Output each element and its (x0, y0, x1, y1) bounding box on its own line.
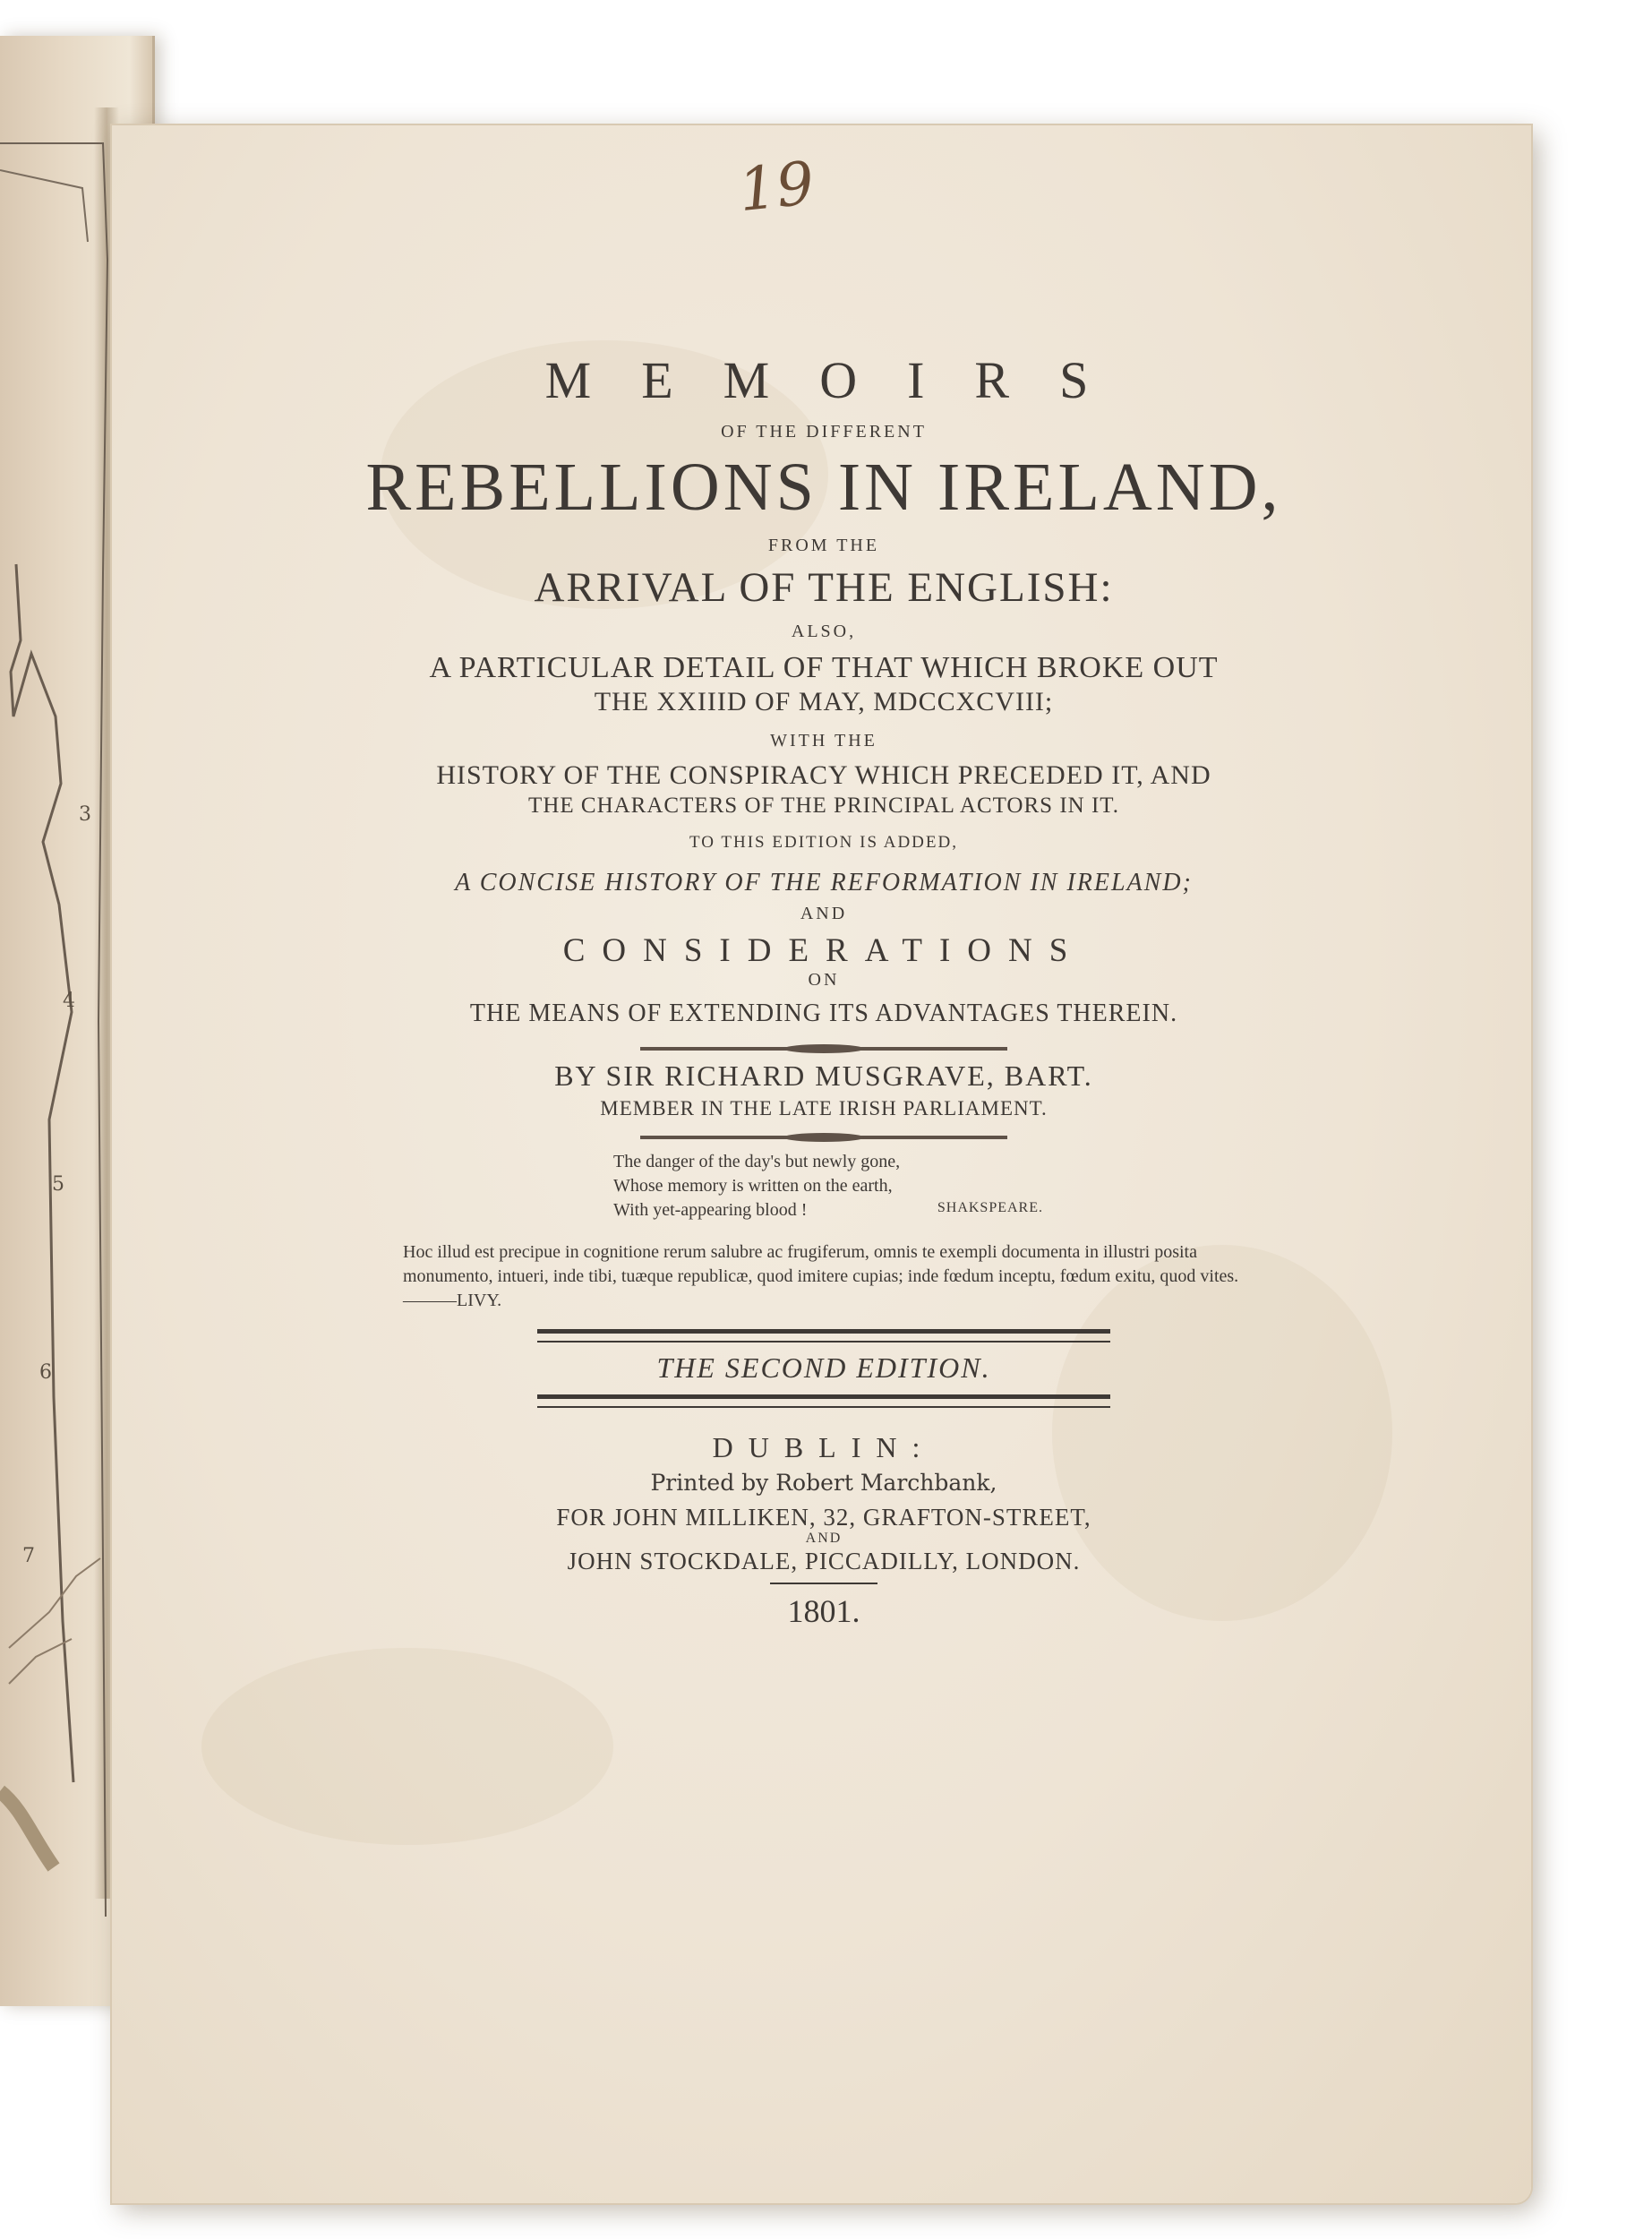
title-of-the-different: OF THE DIFFERENT (721, 421, 927, 442)
imprint-for: FOR JOHN MILLIKEN, 32, GRAFTON-STREET, (556, 1503, 1091, 1531)
imprint-and: AND (805, 1531, 843, 1547)
author-member: MEMBER IN THE LATE IRISH PARLIAMENT. (600, 1097, 1048, 1120)
title-page-text (304, 351, 1343, 1630)
map-number-5: 5 (52, 1173, 64, 1196)
title-on: ON (808, 970, 840, 991)
title-means: THE MEANS OF EXTENDING ITS ADVANTAGES THEREIN. (469, 999, 1178, 1028)
author-byline: BY SIR RICHARD MUSGRAVE, BART. (554, 1059, 1093, 1092)
latin-quote: Hoc illud est precipue in cognitione rerum salubre ac frugiferum, omnis te exempli documenta in illustri posita monumento, intueri, inde tibi, tuæque republicæ, quod imitere cupias; inde fœdum inceptu, fœdum exitu, quod vites.———LIVY. (403, 1242, 1239, 1311)
quote-line-2: Whose memory is written on the earth, (613, 1176, 893, 1197)
map-number-4: 4 (63, 990, 75, 1012)
title-detail-line-2: THE XXIIID OF MAY, MDCCXCVIII; (594, 686, 1054, 716)
shakespeare-quote (613, 1150, 1043, 1222)
map-number-6: 6 (39, 1361, 52, 1384)
imprint-city: DUBLIN: (712, 1430, 936, 1463)
imprint-stockdale: JOHN STOCKDALE, PICCADILLY, LONDON. (567, 1547, 1081, 1574)
ornamental-rule (640, 1047, 1007, 1051)
title-history-line-1: HISTORY OF THE CONSPIRACY WHICH PRECEDED IT, AND (436, 760, 1211, 791)
paper-stain (201, 1648, 613, 1845)
double-rule-bottom (537, 1394, 1110, 1408)
quote-line-3: With yet-appearing blood ! (613, 1200, 808, 1221)
title-edition-added: TO THIS EDITION IS ADDED, (689, 832, 958, 852)
title-from-the: FROM THE (767, 535, 880, 555)
title-rebellions: REBELLIONS IN IRELAND, (365, 449, 1282, 525)
quote-line-1: The danger of the day's but newly gone, (613, 1152, 901, 1172)
title-concise-history: A CONCISE HISTORY OF THE REFORMATION IN IRELAND; (455, 868, 1193, 896)
title-with-the: WITH THE (770, 731, 877, 751)
quote-source: SHAKSPEARE. (937, 1200, 1043, 1216)
map-number-3: 3 (79, 803, 91, 826)
ornamental-rule-2 (640, 1136, 1007, 1139)
imprint-rule (770, 1583, 877, 1584)
title-history-line-2: THE CHARACTERS OF THE PRINCIPAL ACTORS IN IT. (528, 793, 1119, 818)
title-and-1: AND (800, 904, 848, 924)
title-considerations: CONSIDERATIONS (562, 932, 1085, 970)
double-rule-top (537, 1329, 1110, 1343)
map-number-7: 7 (22, 1545, 35, 1567)
title-also: ALSO, (791, 622, 857, 642)
title-memoirs: MEMOIRS (544, 351, 1139, 409)
imprint-printed: Printed by Robert Marchbank, (650, 1470, 997, 1497)
imprint-year: 1801. (787, 1593, 860, 1630)
edition-label: THE SECOND EDITION. (656, 1351, 991, 1385)
handwritten-number: 19 (735, 148, 817, 226)
title-detail-line-1: A PARTICULAR DETAIL OF THAT WHICH BROKE OUT (429, 651, 1219, 685)
title-arrival: ARRIVAL OF THE ENGLISH: (534, 563, 1114, 611)
